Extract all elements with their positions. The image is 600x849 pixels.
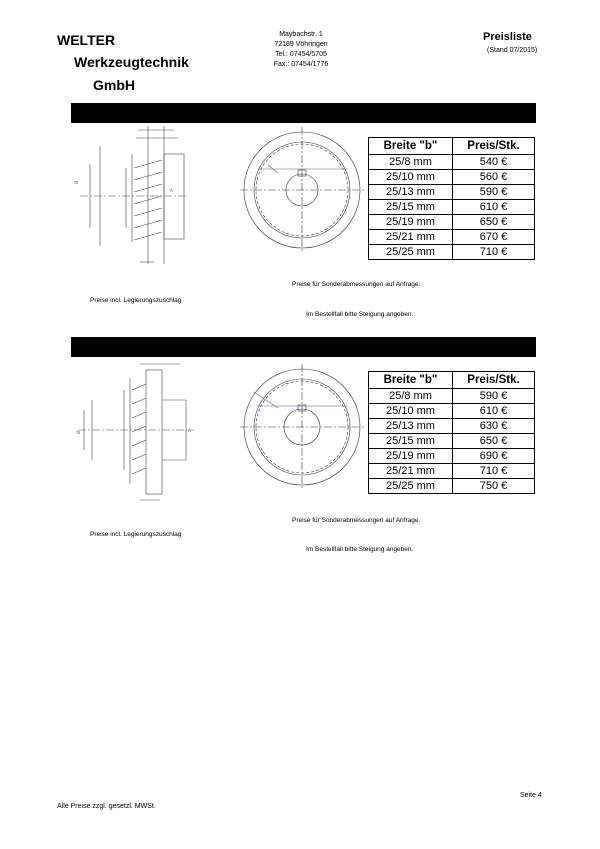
address-phone: Tel.: 07454/5705 bbox=[275, 51, 327, 58]
address-fax: Fax.: 07454/1776 bbox=[273, 61, 329, 68]
width-cell: 25/21 mm bbox=[369, 230, 453, 245]
table-row bbox=[369, 245, 535, 260]
width-cell: 25/10 mm bbox=[369, 404, 453, 419]
table-row bbox=[369, 170, 535, 185]
address-city: 72189 Vöhringen bbox=[274, 41, 328, 48]
table-row bbox=[369, 155, 535, 170]
width-cell: 25/10 mm bbox=[369, 170, 453, 185]
svg-text:A: A bbox=[170, 188, 173, 193]
table-header-row bbox=[369, 138, 535, 155]
company-name-line3: GmbH bbox=[93, 77, 135, 93]
width-cell: 25/13 mm bbox=[369, 185, 453, 200]
width-cell: 25/25 mm bbox=[369, 245, 453, 260]
price-cell: 650 € bbox=[453, 434, 535, 449]
width-cell: 25/8 mm bbox=[369, 389, 453, 404]
company-name-line2: Werkzeugtechnik bbox=[74, 54, 189, 70]
section-2-front-drawing bbox=[238, 362, 364, 492]
svg-text:Ø: Ø bbox=[74, 180, 79, 184]
table-row bbox=[369, 419, 535, 434]
width-column-header: Breite "b" bbox=[369, 138, 453, 155]
section-1-front-drawing bbox=[238, 125, 364, 255]
table-header-row bbox=[369, 372, 535, 389]
address-street: Maybachstr. 1 bbox=[279, 31, 323, 38]
section-1-bar bbox=[71, 103, 536, 123]
price-column-header: Preis/Stk. bbox=[453, 372, 535, 389]
table-row bbox=[369, 464, 535, 479]
section-2-pitch-note: Im Bestellfall bitte Steigung angeben. bbox=[306, 546, 414, 553]
price-date: (Stand 07/2015) bbox=[487, 47, 538, 54]
address-block bbox=[231, 30, 371, 70]
section-2-bar bbox=[71, 337, 536, 357]
price-cell: 610 € bbox=[453, 200, 535, 215]
section-2-side-drawing bbox=[70, 360, 200, 505]
price-cell: 560 € bbox=[453, 170, 535, 185]
width-cell: 25/19 mm bbox=[369, 449, 453, 464]
table-row bbox=[369, 200, 535, 215]
price-cell: 750 € bbox=[453, 479, 535, 494]
svg-text:A: A bbox=[188, 428, 191, 433]
section-2-price-table bbox=[368, 371, 535, 494]
section-1-pitch-note: Im Bestellfall bitte Steigung angeben. bbox=[306, 311, 414, 318]
width-cell: 25/19 mm bbox=[369, 215, 453, 230]
svg-text:Ø: Ø bbox=[76, 430, 81, 434]
table-row bbox=[369, 479, 535, 494]
price-cell: 650 € bbox=[453, 215, 535, 230]
width-cell: 25/13 mm bbox=[369, 419, 453, 434]
table-row bbox=[369, 230, 535, 245]
table-row bbox=[369, 185, 535, 200]
section-1-alloy-note: Preise incl. Legierungszuschlag bbox=[90, 297, 182, 304]
width-column-header: Breite "b" bbox=[369, 372, 453, 389]
table-row bbox=[369, 434, 535, 449]
price-cell: 540 € bbox=[453, 155, 535, 170]
table-row bbox=[369, 404, 535, 419]
section-1-side-drawing bbox=[70, 124, 190, 270]
width-cell: 25/21 mm bbox=[369, 464, 453, 479]
price-cell: 670 € bbox=[453, 230, 535, 245]
page-number: Seite 4 bbox=[520, 792, 542, 799]
section-1-price-table bbox=[368, 137, 535, 260]
section-2-alloy-note: Preise incl. Legierungszuschlag bbox=[90, 531, 182, 538]
price-cell: 610 € bbox=[453, 404, 535, 419]
price-cell: 710 € bbox=[453, 245, 535, 260]
width-cell: 25/15 mm bbox=[369, 434, 453, 449]
price-cell: 710 € bbox=[453, 464, 535, 479]
vat-note: Alle Preise zzgl. gesetzl. MWSt. bbox=[57, 803, 156, 810]
page-title: Preisliste bbox=[483, 31, 532, 43]
price-cell: 590 € bbox=[453, 389, 535, 404]
section-2-special-note: Preise für Sonderabmessungen auf Anfrage. bbox=[292, 517, 421, 524]
price-column-header: Preis/Stk. bbox=[453, 138, 535, 155]
section-1-special-note: Preise für Sonderabmessungen auf Anfrage. bbox=[292, 281, 421, 288]
price-cell: 690 € bbox=[453, 449, 535, 464]
table-row bbox=[369, 215, 535, 230]
table-row bbox=[369, 389, 535, 404]
company-name-line1: WELTER bbox=[57, 32, 116, 48]
width-cell: 25/8 mm bbox=[369, 155, 453, 170]
price-cell: 630 € bbox=[453, 419, 535, 434]
width-cell: 25/15 mm bbox=[369, 200, 453, 215]
price-cell: 590 € bbox=[453, 185, 535, 200]
table-row bbox=[369, 449, 535, 464]
width-cell: 25/25 mm bbox=[369, 479, 453, 494]
